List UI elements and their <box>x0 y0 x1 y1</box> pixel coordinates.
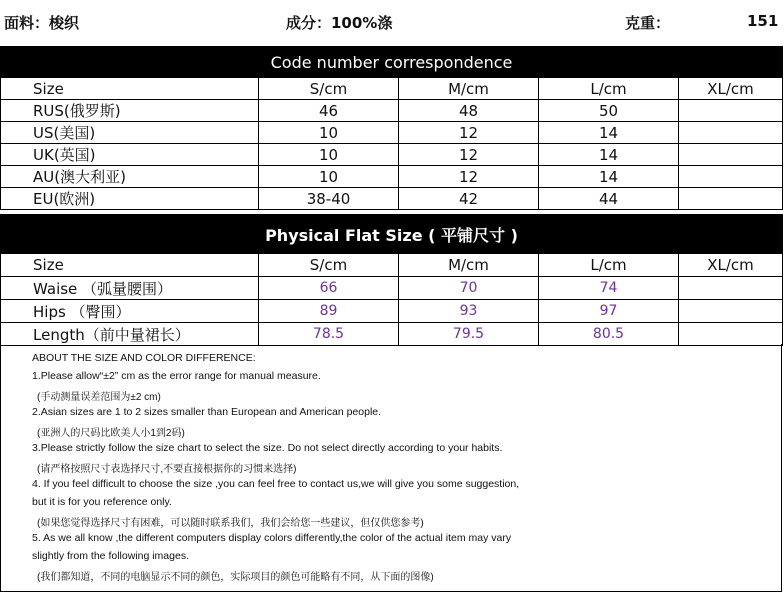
table-cell <box>679 323 783 346</box>
table-cell: 10 <box>259 166 399 188</box>
table-cell: 93 <box>399 300 539 323</box>
note-line: 3.Please strictly follow the size chart to select the size. Do not select directly according to your habits. <box>32 442 503 454</box>
table-title: Code number correspondence <box>1 47 783 78</box>
table-cell: 10 <box>259 122 399 144</box>
table-cell: 12 <box>399 166 539 188</box>
table-cell: 12 <box>399 144 539 166</box>
code-correspondence-table <box>0 46 783 210</box>
table-cell: 80.5 <box>539 323 679 346</box>
row-label: AU(澳大利亚) <box>1 166 259 188</box>
row-label: Waise （弧量腰围） <box>1 277 259 300</box>
table-cell <box>679 166 783 188</box>
note-line: (手动测量误差范围为±2 cm) <box>37 392 161 403</box>
table-cell: 78.5 <box>259 323 399 346</box>
table-cell: 66 <box>259 277 399 300</box>
table-row <box>1 277 783 300</box>
note-line: ABOUT THE SIZE AND COLOR DIFFERENCE: <box>32 352 256 364</box>
row-label: Size <box>1 78 259 100</box>
table-cell: 14 <box>539 144 679 166</box>
note-line: (如果您觉得选择尺寸有困难，可以随时联系我们，我们会给您一些建议，但仅供您参考) <box>37 518 424 529</box>
table-cell: 42 <box>399 188 539 210</box>
table-cell <box>679 188 783 210</box>
table-cell: 38-40 <box>259 188 399 210</box>
row-label: Hips （臀围） <box>1 300 259 323</box>
table-cell <box>679 144 783 166</box>
note-line: 1.Please allow“±2” cm as the error range for manual measure. <box>32 370 321 382</box>
table-cell: 74 <box>539 277 679 300</box>
note-line: 5. As we all know ,the different computers display colors differently,the color of the actual item may vary <box>32 532 512 544</box>
table-cell: 50 <box>539 100 679 122</box>
table-cell: 46 <box>259 100 399 122</box>
note-line: (亚洲人的尺码比欧美人小1到2码) <box>37 428 185 439</box>
note-line: (我们都知道，不同的电脑显示不同的颜色，实际项目的颜色可能略有不同，从下面的图像) <box>37 572 434 583</box>
flat-size-table <box>0 214 783 346</box>
table-cell: 79.5 <box>399 323 539 346</box>
table-cell <box>679 100 783 122</box>
table-cell: M/cm <box>399 254 539 277</box>
table-row <box>1 100 783 122</box>
row-label: Size <box>1 254 259 277</box>
note-line: 4. If you feel difficult to choose the size ,you can feel free to contact us,we will give you some suggestion, <box>32 478 520 490</box>
fabric-label: 面料：梭织 <box>4 14 80 32</box>
table-row <box>1 300 783 323</box>
table-cell: 44 <box>539 188 679 210</box>
table-cell: 89 <box>259 300 399 323</box>
table-cell <box>679 300 783 323</box>
note-line: 2.Asian sizes are 1 to 2 sizes smaller than European and American people. <box>32 406 382 418</box>
table-header-row <box>1 78 783 100</box>
table-cell: 12 <box>399 122 539 144</box>
table-cell: 48 <box>399 100 539 122</box>
note-line: but it is for you reference only. <box>32 496 172 508</box>
table-row <box>1 144 783 166</box>
table-cell: S/cm <box>259 78 399 100</box>
table-cell: XL/cm <box>679 254 783 277</box>
table-header-row <box>1 254 783 277</box>
table-cell: L/cm <box>539 254 679 277</box>
table-row <box>1 166 783 188</box>
table-cell <box>679 122 783 144</box>
table-cell <box>679 277 783 300</box>
table-cell: 70 <box>399 277 539 300</box>
table-cell: M/cm <box>399 78 539 100</box>
table-cell: 14 <box>539 166 679 188</box>
row-label: EU(欧洲) <box>1 188 259 210</box>
table-row <box>1 323 783 346</box>
weight-label: 克重： <box>625 14 671 32</box>
table-cell: L/cm <box>539 78 679 100</box>
table-cell: S/cm <box>259 254 399 277</box>
fabric-info-bar <box>0 0 784 46</box>
row-label: UK(英国) <box>1 144 259 166</box>
table-row <box>1 122 783 144</box>
row-label: RUS(俄罗斯) <box>1 100 259 122</box>
weight-value: 151 <box>747 12 779 30</box>
table-cell: 10 <box>259 144 399 166</box>
composition-label: 成分：100%涤 <box>286 14 393 32</box>
note-line: (请严格按照尺寸表选择尺寸,不要直接根据你的习惯来选择) <box>37 464 297 475</box>
row-label: Length（前中量裙长） <box>1 323 259 346</box>
note-line: slightly from the following images. <box>32 550 189 562</box>
size-color-notes <box>0 344 782 592</box>
table-cell: XL/cm <box>679 78 783 100</box>
row-label: US(美国) <box>1 122 259 144</box>
table-row <box>1 188 783 210</box>
table-cell: 14 <box>539 122 679 144</box>
table-cell: 97 <box>539 300 679 323</box>
table-title: Physical Flat Size ( 平铺尺寸 ) <box>1 215 783 254</box>
